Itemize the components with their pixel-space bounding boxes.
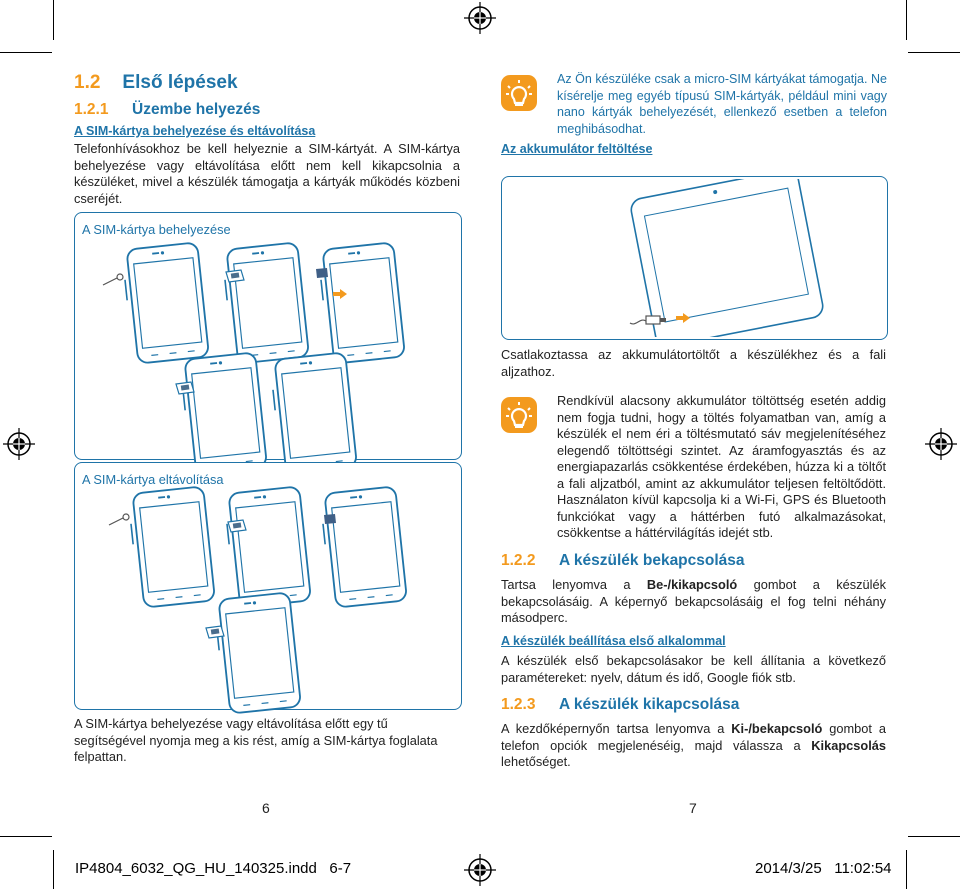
first-setup-heading: A készülék beállítása első alkalommal [501, 634, 726, 648]
power-off-heading [501, 696, 739, 714]
sim-paragraph: Telefonhívásokhoz be kell helyeznie a SIM-kártyát. A SIM-kártya behelyezése vagy eltávolítása előtt nem kell kikapcsolnia a készüléket, mivel a készülék támogatja a kártyák működés közbeni cseréjét. [74, 141, 460, 206]
pin-icon [101, 273, 125, 287]
charge-heading: Az akkumulátor feltöltése [501, 142, 653, 156]
footer-timestamp: 2014/3/25 11:02:54 [755, 860, 892, 877]
tip-micro-sim: Az Ön készüléke csak a micro-SIM kártyákat támogatja. Ne kísérelje meg egyéb típusú SIM-kártyák, például mini vagy nano kártyák behelyezését, ellenkező esetben a telefon meghibásodhat. [557, 72, 887, 136]
phone-illustration [123, 241, 215, 367]
sim-tray-icon [225, 269, 245, 283]
sim-tray-icon [205, 625, 225, 639]
arrow-icon [333, 289, 347, 299]
charge-paragraph: Csatlakoztassa az akkumulátortöltőt a készülékhez és a fali aljzathoz. [501, 347, 886, 379]
trim-mark [908, 52, 960, 53]
section-title: Első lépések [122, 72, 238, 93]
sim-insert-illustration [74, 212, 462, 460]
sim-tray-icon [175, 381, 195, 395]
power-on-title: A készülék bekapcsolása [559, 552, 745, 569]
pin-icon [107, 513, 131, 527]
phone-illustration [271, 351, 363, 477]
bottom-paragraph: A SIM-kártya behelyezése vagy eltávolítása előtt egy tű segítségével nyomja meg a kis rést, amíg a SIM-kártya foglalata felpattan. [74, 716, 438, 764]
subsection-heading [74, 101, 260, 119]
trim-mark [906, 0, 907, 40]
section-heading [74, 72, 238, 94]
phone-illustration [181, 351, 273, 477]
trim-mark [906, 850, 907, 889]
power-button-label: Be-/kikapcsoló [646, 577, 738, 592]
subsection-title: Üzembe helyezés [132, 101, 261, 118]
lightbulb-tip-icon [500, 74, 538, 112]
power-off-number: 1.2.3 [501, 696, 536, 713]
phone-illustration [215, 591, 307, 717]
insert-caption: A SIM-kártya behelyezése [82, 222, 231, 237]
charger-plug-icon [628, 311, 674, 329]
phone-illustration [321, 485, 413, 611]
power-on-number: 1.2.2 [501, 552, 536, 569]
power-on-heading [501, 552, 745, 570]
tip-low-battery: Rendkívül alacsony akkumulátor töltöttség esetén addig nem fogja tudni, hogy a töltés folyamatban van, amíg a készülék el nem éri a töltésmutató sáv megjelenítéséhez elegendő töltöttségi szintet. Az áramfogyasztás és az energiapazarlás csökkentése érdekében, húzza ki a töltőt a fali aljzatból, amint az akkumulátor teljesen feltöltődött. Használaton kívül kapcsolja ki a Wi-Fi, GPS és Bluetooth funkciókat vagy a háttérben futó alkalmazásokat, csökkentse a háttérvilágítás idejét stb. [557, 393, 886, 540]
registration-mark-icon [3, 428, 35, 460]
sim-card-icon [315, 267, 329, 279]
sim-card-icon [323, 513, 337, 525]
page-number-left: 6 [262, 800, 270, 816]
subsection-number: 1.2.1 [74, 101, 109, 118]
sim-heading: A SIM-kártya behelyezése és eltávolítása [74, 124, 316, 138]
trim-mark [53, 850, 54, 889]
phone-illustration [223, 241, 315, 367]
first-setup-paragraph: A készülék első bekapcsolásakor be kell állítania a következő paramétereket: nyelv, dátum és idő, Google fiók stb. [501, 653, 886, 685]
sim-remove-illustration [74, 462, 462, 710]
trim-mark [908, 836, 960, 837]
power-on-paragraph: Tartsa lenyomva a Be-/kikapcsoló gombot a készülék bekapcsolásáig. A képernyő bekapcsolásáig el fog telni néhány másodperc. [501, 577, 886, 625]
power-off-title: A készülék kikapcsolása [559, 696, 740, 713]
phone-illustration [319, 241, 411, 367]
registration-mark-icon [464, 854, 496, 886]
lightbulb-tip-icon [500, 396, 538, 434]
registration-mark-icon [925, 428, 957, 460]
remove-caption: A SIM-kártya eltávolítása [82, 472, 224, 487]
section-number: 1.2 [74, 72, 101, 93]
sim-tray-icon [227, 519, 247, 533]
trim-mark [0, 52, 52, 53]
power-off-option-label: Kikapcsolás [811, 737, 886, 753]
trim-mark [0, 836, 52, 837]
trim-mark [53, 0, 54, 40]
page-number-right: 7 [689, 800, 697, 816]
registration-mark-icon [464, 2, 496, 34]
phone-illustration [129, 485, 221, 611]
arrow-icon [676, 313, 690, 323]
footer-filename: IP4804_6032_QG_HU_140325.indd 6-7 [75, 860, 352, 877]
power-button-label: Ki-/bekapcsoló [731, 721, 823, 736]
charging-illustration [501, 176, 888, 340]
power-off-paragraph: A kezdőképernyőn tartsa lenyomva a Ki-/bekapcsoló gombot a telefon opciók megjelenéséig, majd válassza a Kikapcsolás lehetőséget. [501, 721, 886, 769]
